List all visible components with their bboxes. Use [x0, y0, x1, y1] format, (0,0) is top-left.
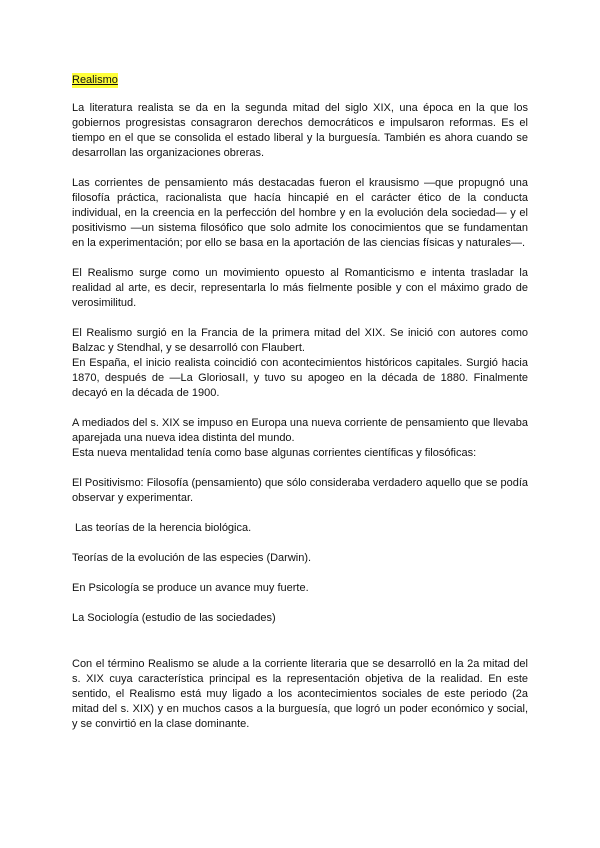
- paragraph-definition: El Realismo surge como un movimiento opuesto al Romanticismo e intenta trasladar la realidad al arte, es decir, representarla lo más fielmente posible y con el máximo grado de verosimilitud.: [72, 267, 528, 309]
- paragraph-france: El Realismo surgió en la Francia de la primera mitad del XIX. Se inició con autores como Balzac y Stendhal, y se desarrolló con Flaubert.: [72, 327, 528, 354]
- paragraph-spacer: [72, 536, 528, 551]
- paragraph-spacer: [72, 506, 528, 521]
- paragraph-sociology: La Sociología (estudio de las sociedades): [72, 612, 276, 624]
- paragraph-spacer: [72, 311, 528, 326]
- paragraph-heredity: Las teorías de la herencia biológica.: [72, 522, 252, 534]
- paragraph-spacer: [72, 566, 528, 581]
- paragraph-currents: Las corrientes de pensamiento más destacadas fueron el krausismo —que propugnó una filosofía práctica, racionalista que hacía hincapié en el carácter ético de la conducta individual, en la creencia en la perfección del hombre y en la evolución dela sociedad— y el positivismo —un sistema filosófico que solo admite los conocimientos que se fundamentan en la experimentación; por ello se basa en la aportación de las ciencias físicas y naturales—.: [72, 177, 528, 249]
- paragraph-psychology: En Psicología se produce un avance muy fuerte.: [72, 582, 309, 594]
- paragraph-spacer: [72, 461, 528, 476]
- paragraph-spacer: [72, 596, 528, 611]
- paragraph-positivism: El Positivismo: Filosofía (pensamiento) que sólo consideraba verdadero aquello que se podía observar y experimentar.: [72, 477, 528, 504]
- paragraph-spacer: [72, 251, 528, 266]
- paragraph-spacer: [72, 161, 528, 176]
- document-title: Realismo: [72, 74, 118, 86]
- paragraph-context: La literatura realista se da en la segunda mitad del siglo XIX, una época en la que los gobiernos progresistas consagraron derechos democráticos e impulsaron reformas. Es el tiempo en el que se consolida el estado liberal y la burguesía. También es ahora cuando se desarrollan las organizaciones obreras.: [72, 102, 528, 159]
- paragraph-spain: En España, el inicio realista coincidió con acontecimientos históricos capitales. Surgió hacia 1870, después de —La GloriosaII, y tuvo su apogeo en la década de 1880. Finalmente decayó en la década de 1900.: [72, 357, 528, 399]
- paragraph-conclusion: Con el término Realismo se alude a la corriente literaria que se desarrolló en la 2a mitad del s. XIX cuya característica principal es la representación objetiva de la realidad. En este sentido, el Realismo está muy ligado a los acontecimientos sociales de este periodo (2a mitad del s. XIX) y en muchos casos a la burguesía, que logró un poder económico y social, y se convirtió en la clase dominante.: [72, 658, 528, 730]
- paragraph-darwin: Teorías de la evolución de las especies (Darwin).: [72, 552, 312, 564]
- paragraph-spacer: [72, 401, 528, 416]
- paragraph-spacer: [72, 626, 528, 657]
- paragraph-europe: A mediados del s. XIX se impuso en Europa una nueva corriente de pensamiento que llevaba aparejada una nueva idea distinta del mundo.: [72, 417, 528, 444]
- paragraph-mentality: Esta nueva mentalidad tenía como base algunas corrientes científicas y filosóficas:: [72, 447, 477, 459]
